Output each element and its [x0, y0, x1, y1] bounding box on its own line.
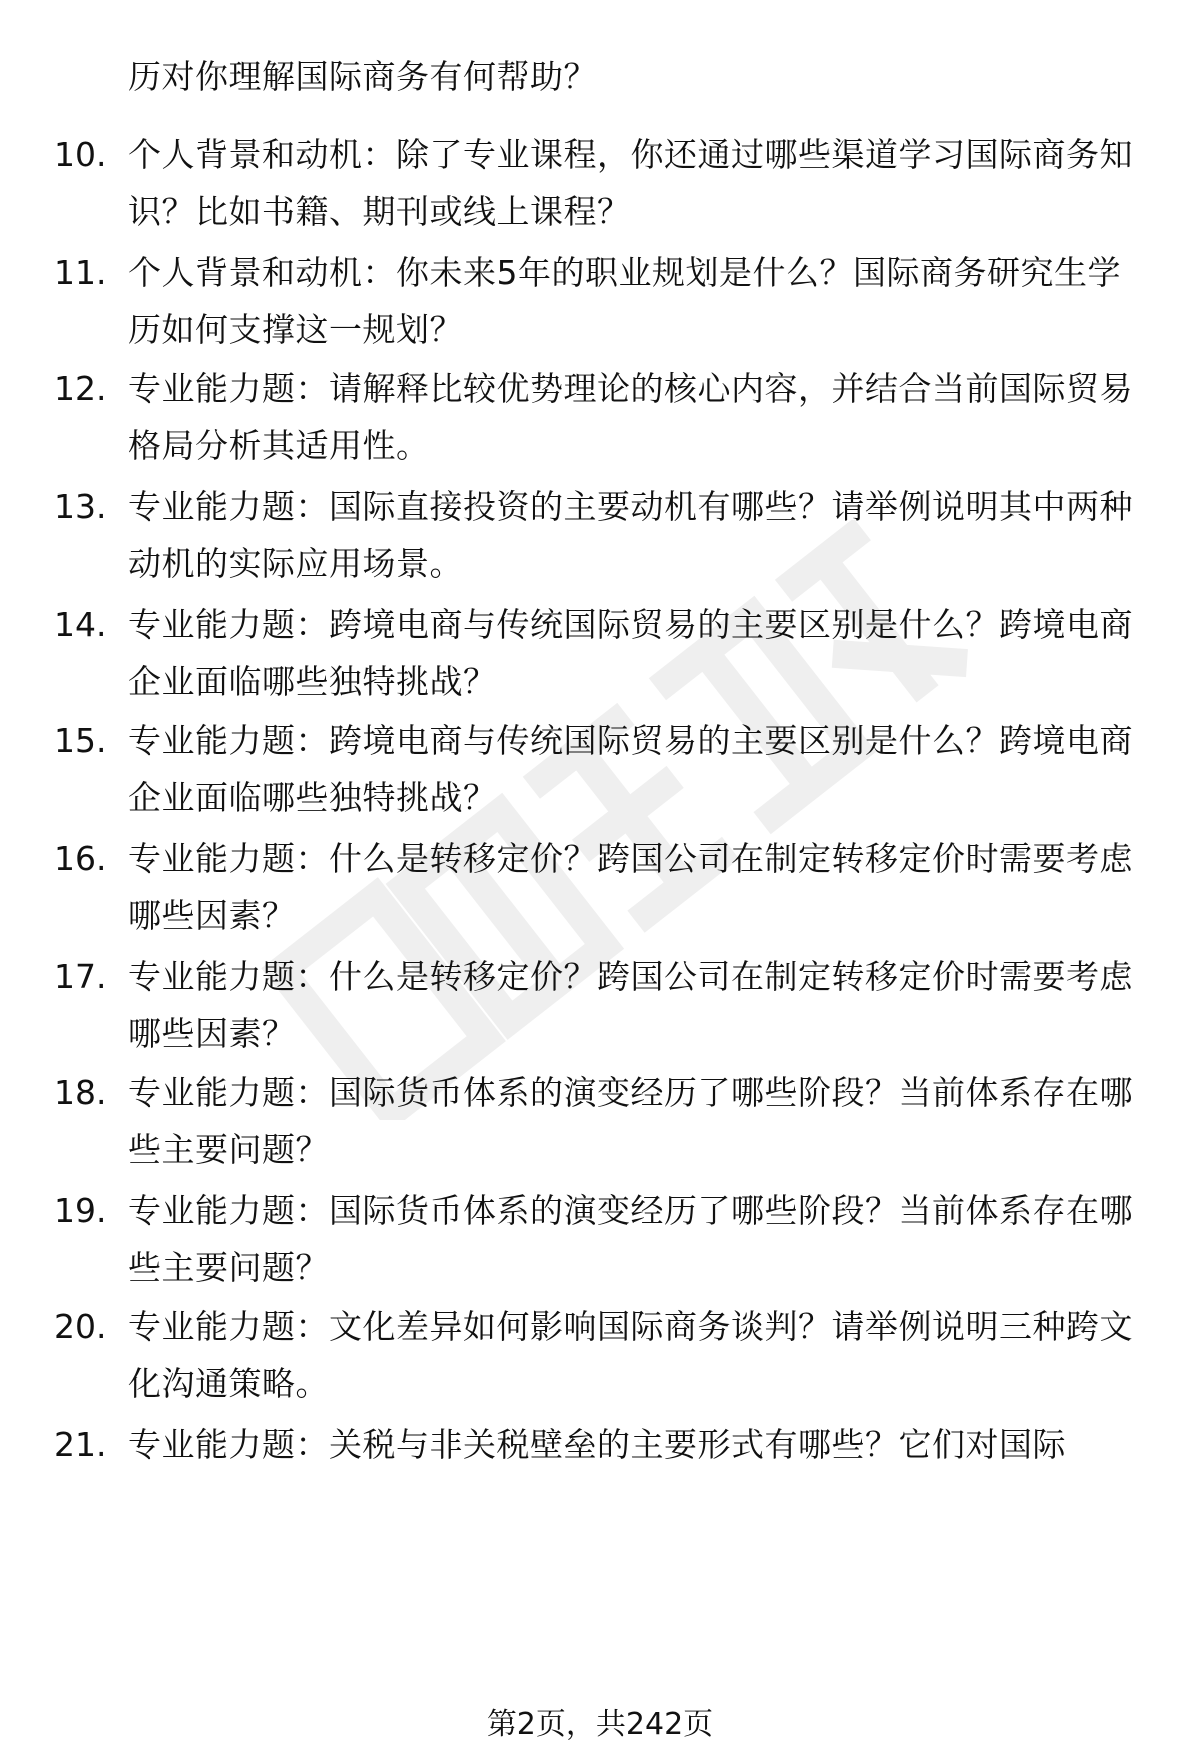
question-number: 18. [54, 1073, 107, 1112]
question-number: 16. [54, 839, 107, 878]
question-number: 19. [54, 1191, 107, 1230]
question-number: 14. [54, 605, 107, 644]
question-text: 个人背景和动机：你未来5年的职业规划是什么？国际商务研究生学历如何支撑这一规划？ [128, 253, 1121, 349]
question-text: 个人背景和动机：除了专业课程，你还通过哪些渠道学习国际商务知识？比如书籍、期刊或线上课程？ [128, 135, 1133, 231]
question-number: 11. [54, 253, 107, 292]
question-number: 13. [54, 487, 107, 526]
page-footer: 第2页，共242页 [486, 1707, 714, 1742]
question-text: 专业能力题：请解释比较优势理论的核心内容，并结合当前国际贸易格局分析其适用性。 [128, 369, 1133, 465]
question-number: 21. [54, 1425, 107, 1464]
question-text: 专业能力题：国际货币体系的演变经历了哪些阶段？当前体系存在哪些主要问题？ [128, 1191, 1133, 1287]
question-number: 20. [54, 1307, 107, 1346]
question-number: 17. [54, 957, 107, 996]
question-text: 专业能力题：什么是转移定价？跨国公司在制定转移定价时需要考虑哪些因素？ [128, 839, 1133, 935]
question-number: 15. [54, 721, 107, 760]
question-number: 10. [54, 135, 107, 174]
question-text: 专业能力题：国际货币体系的演变经历了哪些阶段？当前体系存在哪些主要问题？ [128, 1073, 1133, 1169]
question-text: 专业能力题：跨境电商与传统国际贸易的主要区别是什么？跨境电商企业面临哪些独特挑战？ [128, 605, 1133, 701]
question-text: 专业能力题：国际直接投资的主要动机有哪些？请举例说明其中两种动机的实际应用场景。 [128, 487, 1133, 583]
continuation-text: 历对你理解国际商务有何帮助？ [128, 57, 597, 96]
question-number: 12. [54, 369, 107, 408]
question-text: 专业能力题：文化差异如何影响国际商务谈判？请举例说明三种跨文化沟通策略。 [128, 1307, 1133, 1403]
question-text: 专业能力题：关税与非关税壁垒的主要形式有哪些？它们对国际 [128, 1425, 1066, 1464]
question-text: 专业能力题：跨境电商与传统国际贸易的主要区别是什么？跨境电商企业面临哪些独特挑战？ [128, 721, 1133, 817]
question-text: 专业能力题：什么是转移定价？跨国公司在制定转移定价时需要考虑哪些因素？ [128, 957, 1133, 1053]
